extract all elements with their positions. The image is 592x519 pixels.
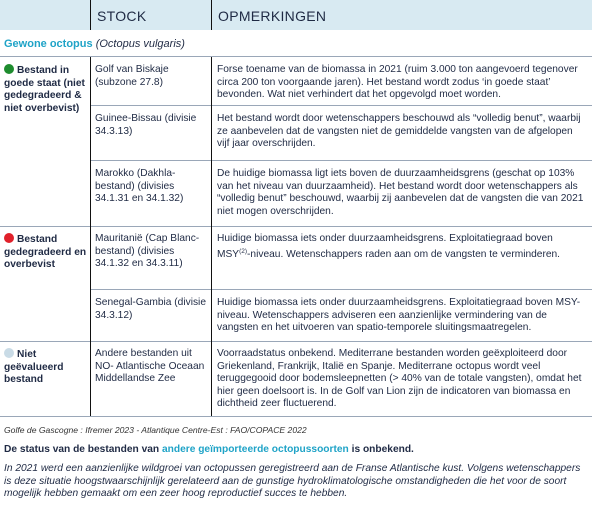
species-latin-name: (Octopus vulgaris) bbox=[95, 38, 185, 50]
status-good bbox=[4, 64, 88, 115]
footer-paragraph: In 2021 werd een aanzienlijke wildgroei van octopussen geregistreerd aan de Franse Atlantische kust. Volgens wetenschappers is deze situatie hoogstwaarschijnlijk gerelateerd aan de gunstige hydroklimatologische omstandigheden die het voor de soort mogelijk hebben gemaakt om een zeer hoog reproductief succes te hebben. bbox=[4, 463, 581, 500]
remark-text: -niveau. Wetenschappers raden aan om de vangsten te verminderen. bbox=[247, 248, 561, 260]
row-divider bbox=[90, 289, 592, 290]
table-header bbox=[0, 0, 592, 30]
note-text: De status van de bestanden van bbox=[4, 444, 162, 455]
row-divider bbox=[90, 160, 592, 161]
status-label: Bestand gedegradeerd en overbevist bbox=[4, 234, 87, 270]
species-title bbox=[4, 38, 185, 50]
row-divider bbox=[90, 105, 592, 106]
stock-name: Andere bestanden uit NO- Atlantische Oceaan Middellandse Zee bbox=[95, 348, 205, 384]
status-not-evaluated bbox=[4, 348, 88, 387]
stock-remark: Voorraadstatus onbekend. Mediterrane bestanden worden geëxploiteerd door Griekenland, Frankrijk, Italië en Spanje. Mediterrane octopus wordt veel teruggegooid door bodemsleepnetten (> 40% van de totale vangsten), omdat het hier geen doelsoort is. In de Golf van Lion zijn de indicatoren van biomassa en dichtheid zeer fluctuerend. bbox=[217, 348, 582, 409]
stock-remark: Forse toename van de biomassa in 2021 (ruim 3.000 ton aangevoerd tegenover circa 200 ton voorgaande jaren). Het bestand wordt zodus ‘in goede staat’ bevonden. Wat niet verhindert dat het opgevolgd moet worden. bbox=[217, 64, 578, 100]
species-name: Gewone octopus bbox=[4, 38, 93, 50]
stock-remark: Het bestand wordt door wetenschappers beschouwd als “volledig benut”, waarbij ze aanbevelen dat de vangsten niet de gemiddelde vangsten van de afgelopen vijf jaar overschrijden. bbox=[217, 113, 581, 149]
column-divider bbox=[211, 57, 212, 416]
stock-name: Golf van Biskaje (subzone 27.8) bbox=[95, 64, 169, 88]
column-divider bbox=[90, 57, 91, 416]
column-divider bbox=[211, 0, 212, 30]
stock-name: Senegal-Gambia (divisie 34.3.12) bbox=[95, 297, 206, 321]
stock-name: Marokko (Dakhla-bestand) (divisies 34.1.31 en 34.1.32) bbox=[95, 168, 184, 204]
stock-name: Mauritanië (Cap Blanc-bestand) (divisies 34.1.32 en 34.3.11) bbox=[95, 233, 200, 269]
stock-remark bbox=[217, 233, 587, 261]
stock-remark: De huidige biomassa ligt iets boven de duurzaamheidsgrens (geschat op 103% van het niveau van duurzaamheid). Het bestand wordt door wetenschappers als “volledig benut” beschouwd, waarbij zij aanbevelen dat de vangsten die van 2021 niet mogen overschrijden. bbox=[217, 168, 584, 217]
footnote-marker: (2) bbox=[239, 247, 248, 255]
row-divider bbox=[0, 56, 592, 57]
column-header-remarks: OPMERKINGEN bbox=[218, 8, 327, 24]
status-label: Bestand in goede staat (niet gedegradeerd & niet overbevist) bbox=[4, 65, 85, 114]
note-text: is onbekend. bbox=[348, 444, 414, 455]
row-divider bbox=[0, 226, 592, 227]
status-label: Niet geëvalueerd bestand bbox=[4, 349, 64, 385]
stock-remark: Huidige biomassa iets onder duurzaamheidsgrens. Exploitatiegraad boven MSY-niveau. Wetenschappers adviseren een aanzienlijke vermindering van de vangsten en het uitvoeren van spatio-temporele sluitingsmaatregelen. bbox=[217, 297, 581, 333]
light-blue-circle-icon bbox=[4, 348, 14, 358]
row-divider bbox=[0, 341, 592, 342]
note-highlight: andere geïmporteerde octopussoorten bbox=[161, 444, 349, 455]
remark-text: Huidige biomassa iets onder duurzaamheidsgrens. Exploitatiegraad boven MSY bbox=[217, 233, 553, 260]
green-circle-icon bbox=[4, 64, 14, 74]
status-degraded bbox=[4, 233, 88, 272]
unknown-status-note bbox=[4, 444, 414, 455]
stock-name: Guinee-Bissau (divisie 34.3.13) bbox=[95, 113, 197, 137]
column-header-stock: STOCK bbox=[97, 8, 147, 24]
red-circle-icon bbox=[4, 233, 14, 243]
source-citation: Golfe de Gascogne : Ifremer 2023 - Atlantique Centre-Est : FAO/COPACE 2022 bbox=[4, 425, 307, 435]
row-divider bbox=[0, 416, 592, 417]
column-divider bbox=[90, 0, 91, 30]
